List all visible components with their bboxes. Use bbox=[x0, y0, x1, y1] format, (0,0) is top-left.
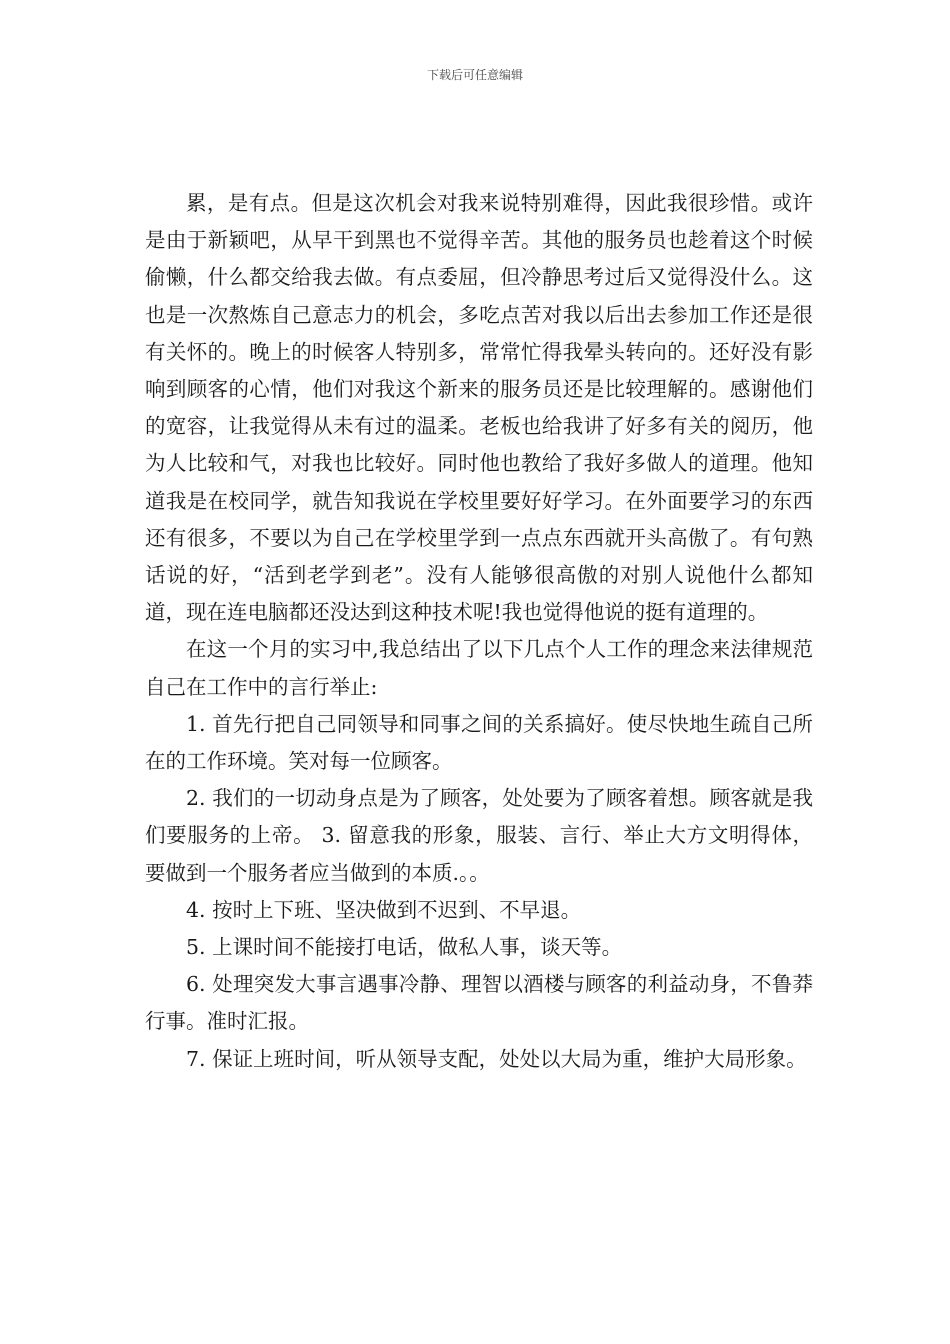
list-item: 1. 首先行把自己同领导和同事之间的关系搞好。使尽快地生疏自己所在的工作环境。笑对每一位顾客。 bbox=[145, 711, 813, 774]
list-item: 4. 按时上下班、坚决做到不迟到、不早退。 bbox=[186, 897, 582, 922]
list-item: 7. 保证上班时间，听从领导支配，处处以大局为重，维护大局形象。 bbox=[186, 1046, 807, 1071]
paragraph: 累，是有点。但是这次机会对我来说特别难得，因此我很珍惜。或许是由于新颖吧，从早干到黑也不觉得辛苦。其他的服务员也趁着这个时候偷懒，什么都交给我去做。有点委屈，但冷静思考过后又觉得没什么。这也是一次熬炼自己意志力的机会，多吃点苦对我以后出去参加工作还是很有关怀的。晚上的时候客人特别多，常常忙得我晕头转向的。还好没有影响到顾客的心情，他们对我这个新来的服务员还是比较理解的。感谢他们的宽容，让我觉得从未有过的温柔。老板也给我讲了好多有关的阅历，他为人比较和气，对我也比较好。同时他也教给了我好多做人的道理。他知道我是在校同学，就告知我说在学校里要好好学习。在外面要学习的东西还有很多，不要以为自己在学校里学到一点点东西就开头高傲了。有句熟话说的好，“活到老学到老”。没有人能够很高傲的对别人说他什么都知道，现在连电脑都还没达到这种技术呢!我也觉得他说的挺有道理的。 bbox=[145, 191, 813, 625]
list-item: 2. 我们的一切动身点是为了顾客，处处要为了顾客着想。顾客就是我们要服务的上帝。 3. 留意我的形象，服装、言行、举止大方文明得体，要做到一个服务者应当做到的本质.。。 bbox=[145, 786, 813, 885]
list-item: 6. 处理突发大事言遇事冷静、理智以酒楼与顾客的利益动身，不鲁莽行事。准时汇报。 bbox=[145, 972, 813, 1034]
header-note: 下载后可任意编辑 bbox=[426, 68, 523, 82]
list-item: 5. 上课时间不能接打电话，做私人事，谈天等。 bbox=[186, 935, 623, 960]
document-body bbox=[145, 185, 813, 1078]
paragraph: 在这一个月的实习中,我总结出了以下几点个人工作的理念来法律规范自己在工作中的言行举止: bbox=[145, 637, 813, 699]
